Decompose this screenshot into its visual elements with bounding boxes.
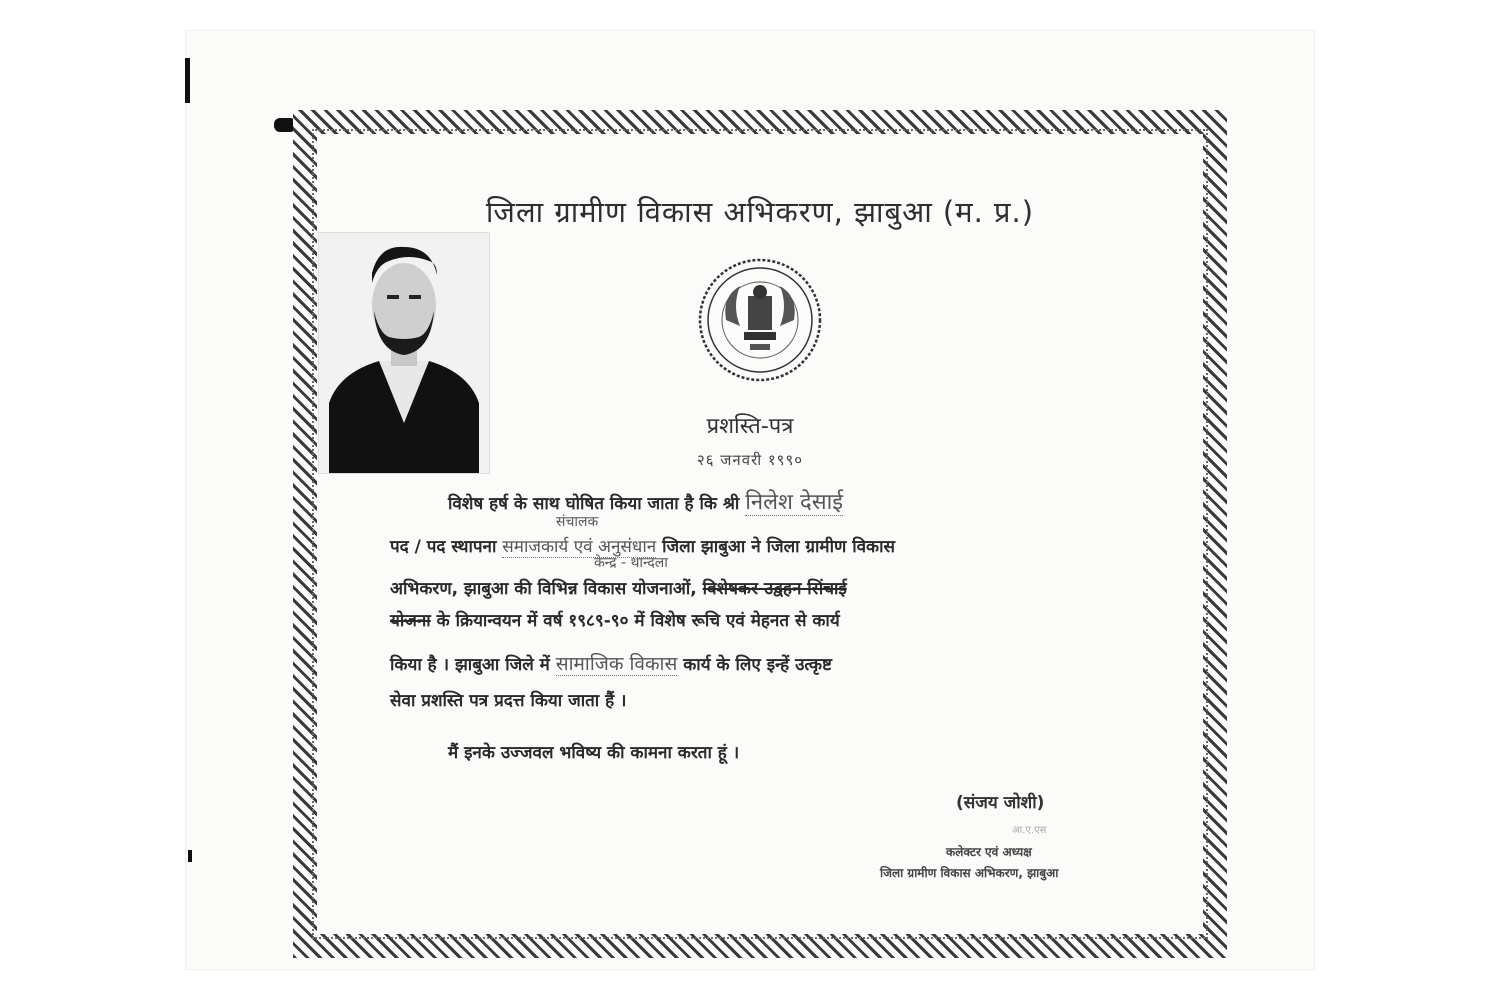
struck-text: योजना [390, 611, 431, 631]
certificate-date: २६ जनवरी १९९० [696, 451, 804, 469]
issuer-heading: जिला ग्रामीण विकास अभिकरण, झाबुआ (म. प्र.) [485, 195, 1035, 229]
recipient-photo [318, 232, 490, 474]
body-text: मैं इनके उज्जवल भविष्य की कामना करता हूं । [448, 743, 740, 763]
handwritten-posting-cont: केन्द्र - थान्दला [594, 555, 668, 571]
scan-mark [185, 58, 190, 103]
handwritten-posting: समाजकार्य एवं अनुसंधान [502, 537, 657, 557]
body-line-6 [390, 688, 1135, 711]
body-line-7 [390, 740, 1193, 763]
signatory-service: आ.ए.एस [1012, 825, 1047, 836]
handwritten-designation: संचालक [556, 514, 599, 530]
body-line-1 [390, 486, 1193, 516]
body-text: सेवा प्रशस्ति पत्र प्रदत्त किया जाता हैं । [390, 691, 627, 711]
recipient-name: निलेश देसाई [745, 490, 844, 515]
body-line-2 [390, 534, 1135, 557]
scan-mark [188, 850, 192, 862]
body-line-5 [390, 650, 1135, 676]
body-line-4 [390, 608, 1135, 631]
portrait-image [319, 233, 489, 473]
signatory-name: (संजय जोशी) [956, 793, 1045, 813]
body-text: विशेष हर्ष के साथ घोषित किया जाता है कि श्री [448, 494, 740, 514]
struck-text: विशेषकर उद्वहन सिंचाई [702, 579, 847, 599]
body-text: कार्य के लिए इन्हें उत्कृष्ट [683, 655, 832, 675]
body-text: के क्रियान्वयन में वर्ष १९८९-९० में विशेष रूचि एवं मेहनत से कार्य [436, 611, 840, 631]
body-text: पद / पद स्थापना [390, 537, 497, 557]
signatory-designation: कलेक्टर एवं अध्यक्ष [946, 845, 1032, 859]
handwritten-field: सामाजिक विकास [555, 653, 678, 675]
body-text: जिला झाबुआ ने जिला ग्रामीण विकास [662, 537, 896, 557]
state-emblem-seal [696, 256, 824, 384]
signatory-office: जिला ग्रामीण विकास अभिकरण, झाबुआ [880, 866, 1059, 880]
body-text: किया है । झाबुआ जिले में [390, 655, 550, 675]
body-line-3 [390, 576, 1135, 599]
body-text: अभिकरण, झाबुआ की विभिन्न विकास योजनाओं, [390, 579, 697, 599]
certificate-title: प्रशस्ति-पत्र [706, 414, 794, 439]
